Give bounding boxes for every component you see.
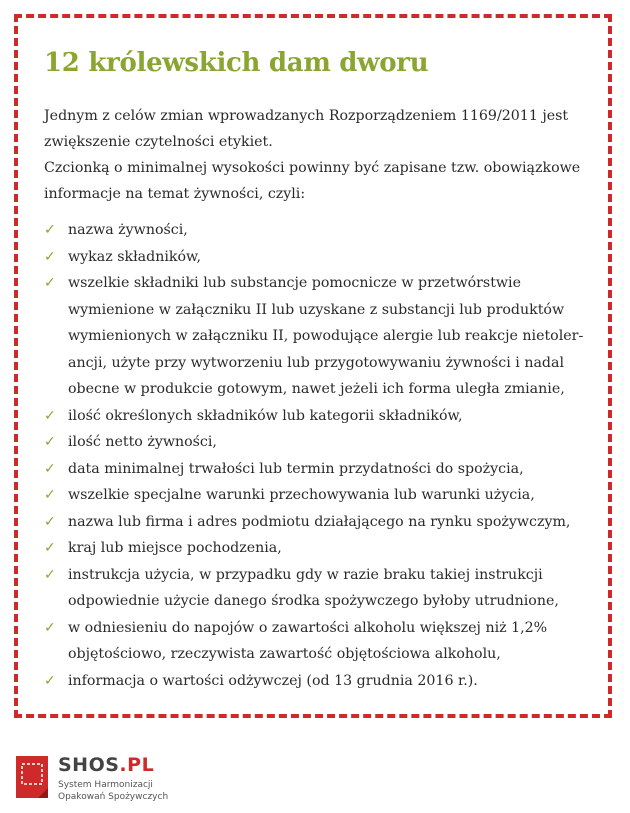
list-item: [44, 482, 604, 509]
brand-name-main: SHOS: [58, 754, 120, 776]
list-item-text: nazwa żywności,: [68, 222, 188, 238]
list-item-text: instrukcja użycia, w przypadku gdy w razie braku takiej instrukcji odpowiednie użycie danego środka spożywczego byłoby utrudnione,: [68, 566, 559, 609]
brand-subtitle-line: Opakowań Spożywczych: [58, 792, 169, 802]
list-item-text: wykaz składników,: [68, 248, 201, 265]
checkmark-icon: ✓: [44, 672, 56, 689]
checkmark-icon: ✓: [44, 566, 56, 583]
list-item-text: wszelkie specjalne warunki przechowywania lub warunki użycia,: [68, 487, 535, 503]
checkmark-icon: ✓: [44, 407, 56, 424]
checkmark-icon: ✓: [44, 513, 56, 530]
list-item-text: ilość określonych składników lub kategorii składników,: [68, 407, 463, 424]
intro-paragraph: Czcionką o minimalnej wysokości powinny być zapisane tzw. obowiązkowe informacje na temat żywności, czyli:: [44, 160, 581, 202]
list-item: [44, 615, 604, 668]
page-title: 12 królewskich dam dworu: [44, 48, 429, 78]
list-item-text: data minimalnej trwałości lub termin przydatności do spożycia,: [68, 460, 524, 477]
list-item: [44, 244, 604, 271]
list-item: [44, 562, 604, 615]
checkmark-icon: ✓: [44, 460, 56, 477]
list-item-text: ilość netto żywności,: [68, 434, 217, 450]
brand-logo: [16, 752, 196, 806]
checkmark-icon: ✓: [44, 222, 56, 238]
list-item: [44, 403, 604, 430]
checkmark-icon: ✓: [44, 248, 56, 265]
list-item: [44, 270, 604, 403]
document-logo-icon: [16, 756, 48, 798]
checkmark-icon: ✓: [44, 619, 56, 636]
brand-name-tld: .PL: [119, 754, 155, 776]
list-item-text: wszelkie składniki lub substancje pomocnicze w przetwórstwie wymienione w załączniku II lub uzyskane z substancji lub produktów wymienionych w załączniku II, powodujące alergie lub reakcje nietoler-ancji, użyte przy wytworzeniu lub przygotowywaniu żywności i nadal obecne w produkcie gotowym, nawet jeżeli ich forma uległa zmianie,: [68, 275, 584, 397]
list-item: [44, 509, 604, 536]
list-item: [44, 429, 604, 456]
checkmark-icon: ✓: [44, 540, 56, 556]
list-item: [44, 456, 604, 483]
checkmark-icon: ✓: [44, 275, 56, 291]
list-item: [44, 668, 604, 695]
checklist: [44, 217, 604, 694]
checkmark-icon: ✓: [44, 487, 56, 503]
list-item-text: kraj lub miejsce pochodzenia,: [68, 540, 282, 556]
brand-subtitle: [58, 779, 168, 803]
list-item-text: informacja o wartości odżywczej (od 13 grudnia 2016 r.).: [68, 672, 478, 689]
brand-name: [58, 754, 154, 776]
brand-subtitle-line: System Harmonizacji: [58, 780, 153, 790]
intro-paragraph: Jednym z celów zmian wprowadzanych Rozporządzeniem 1169/2011 jest zwiększenie czytelności etykiet.: [44, 108, 569, 150]
list-item-text: nazwa lub firma i adres podmiotu działającego na rynku spożywczym,: [68, 513, 571, 530]
checkmark-icon: ✓: [44, 434, 56, 450]
list-item: [44, 217, 604, 244]
intro-text: [44, 103, 594, 207]
list-item: [44, 535, 604, 562]
list-item-text: w odniesieniu do napojów o zawartości alkoholu większej niż 1,2% objętościowo, rzeczywista zawartość objętościowa alkoholu,: [68, 619, 548, 662]
